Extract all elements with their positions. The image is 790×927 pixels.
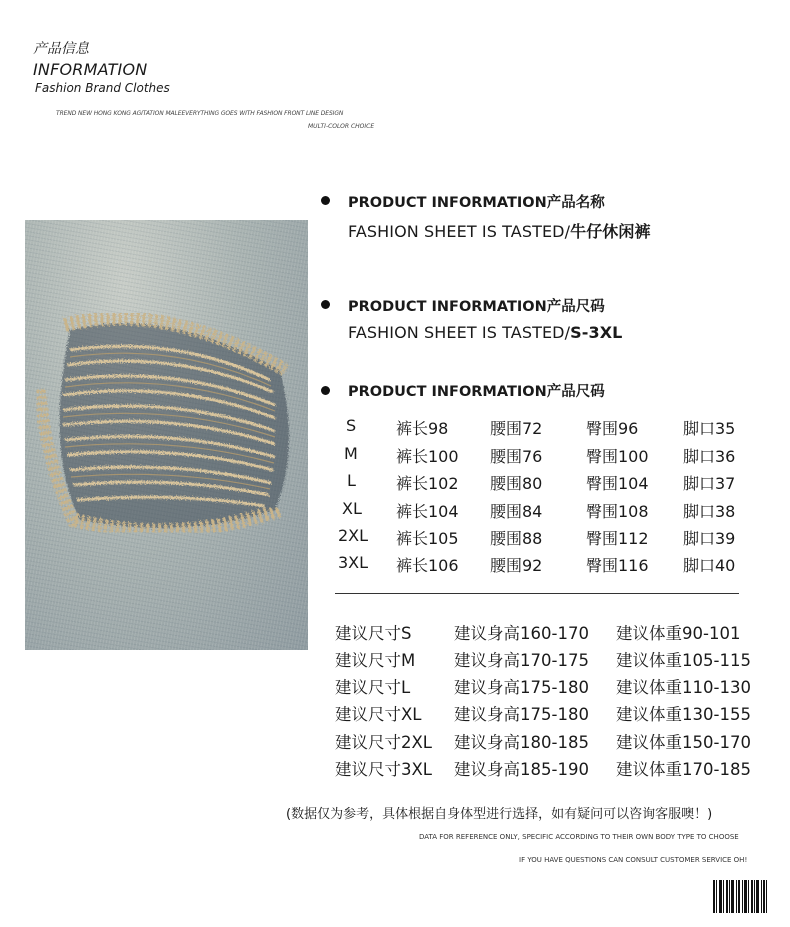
product-size-value: [348, 323, 622, 342]
rec-size: 建议尺寸M: [335, 651, 416, 670]
disclaimer-en-2: IF YOU HAVE QUESTIONS CAN CONSULT CUSTOMER SERVICE OH!: [519, 856, 748, 864]
barcode-icon: [713, 880, 767, 913]
rec-size: 建议尺寸XL: [335, 705, 422, 724]
size-cell: M: [344, 444, 358, 463]
leg-opening-cell: 脚口40: [683, 556, 736, 575]
rec-height: 建议身高175-180: [454, 678, 589, 697]
rec-height: 建议身高175-180: [454, 705, 589, 724]
disclaimer-note: (数据仅为参考，具体根据自身体型进行选择，如有疑问可以咨询客服噢！): [286, 807, 713, 822]
rec-height: 建议身高185-190: [454, 760, 589, 779]
length-cell: 裤长100: [396, 447, 459, 466]
leg-opening-cell: 脚口36: [683, 447, 736, 466]
waist-cell: 腰围88: [490, 529, 543, 548]
hip-cell: 臀围104: [586, 474, 649, 493]
header-tagline-1: TREND NEW HONG KONG AGITATION MALEEVERYTHING GOES WITH FASHION FRONT LINE DESIGN: [56, 110, 344, 117]
header-tagline-2: MULTI-COLOR CHOICE: [308, 123, 375, 130]
rec-weight: 建议体重130-155: [616, 705, 751, 724]
leg-opening-cell: 脚口38: [683, 502, 736, 521]
rec-size: 建议尺寸S: [335, 624, 412, 643]
waist-cell: 腰围92: [490, 556, 543, 575]
hip-cell: 臀围108: [586, 502, 649, 521]
rec-height: 建议身高180-185: [454, 733, 589, 752]
hip-cell: 臀围116: [586, 556, 649, 575]
rec-height: 建议身高170-175: [454, 651, 589, 670]
size-cell: XL: [342, 499, 362, 518]
product-size-title: PRODUCT INFORMATION产品尺码: [348, 299, 605, 315]
product-name-prefix: FASHION SHEET IS TASTED/: [348, 222, 571, 241]
product-name-bold: 牛仔休闲裤: [570, 222, 651, 241]
header-subtitle: Fashion Brand Clothes: [35, 81, 170, 95]
size-cell: L: [347, 471, 356, 490]
hip-cell: 臀围96: [586, 419, 639, 438]
leg-opening-cell: 脚口35: [683, 419, 736, 438]
waist-cell: 腰围72: [490, 419, 543, 438]
product-name-title: PRODUCT INFORMATION产品名称: [348, 195, 605, 211]
product-name-value: [348, 219, 651, 242]
product-size-prefix: FASHION SHEET IS TASTED/: [348, 323, 571, 342]
ripped-denim-icon: [25, 220, 308, 650]
hip-cell: 臀围112: [586, 529, 649, 548]
bullet-icon: [321, 196, 330, 205]
rec-size: 建议尺寸3XL: [335, 760, 432, 779]
hip-cell: 臀围100: [586, 447, 649, 466]
size-table-title: PRODUCT INFORMATION产品尺码: [348, 384, 605, 400]
waist-cell: 腰围80: [490, 474, 543, 493]
size-cell: 2XL: [338, 526, 369, 545]
leg-opening-cell: 脚口39: [683, 529, 736, 548]
length-cell: 裤长102: [396, 474, 459, 493]
rec-height: 建议身高160-170: [454, 624, 589, 643]
bullet-icon: [321, 386, 330, 395]
disclaimer-en-1: DATA FOR REFERENCE ONLY, SPECIFIC ACCORDING TO THEIR OWN BODY TYPE TO CHOOSE: [419, 833, 739, 841]
length-cell: 裤长105: [396, 529, 459, 548]
header-en-title: INFORMATION: [33, 60, 148, 79]
rec-size: 建议尺寸2XL: [335, 733, 432, 752]
rec-size: 建议尺寸L: [335, 678, 411, 697]
length-cell: 裤长98: [396, 419, 449, 438]
rec-weight: 建议体重110-130: [616, 678, 751, 697]
rec-weight: 建议体重150-170: [616, 733, 751, 752]
size-cell: S: [346, 416, 357, 435]
length-cell: 裤长106: [396, 556, 459, 575]
rec-weight: 建议体重90-101: [616, 624, 741, 643]
bullet-icon: [321, 300, 330, 309]
product-size-bold: S-3XL: [570, 323, 623, 342]
size-cell: 3XL: [338, 553, 369, 572]
product-photo: [25, 220, 308, 650]
leg-opening-cell: 脚口37: [683, 474, 736, 493]
length-cell: 裤长104: [396, 502, 459, 521]
divider: [335, 593, 739, 594]
rec-weight: 建议体重105-115: [616, 651, 751, 670]
header-cn-title: 产品信息: [33, 41, 89, 57]
waist-cell: 腰围76: [490, 447, 543, 466]
rec-weight: 建议体重170-185: [616, 760, 751, 779]
waist-cell: 腰围84: [490, 502, 543, 521]
